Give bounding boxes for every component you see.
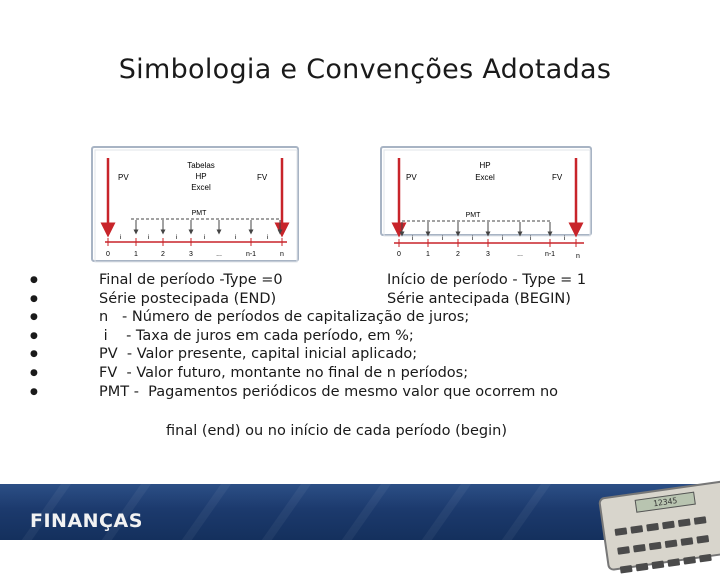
header-line-2: Excel (475, 173, 495, 182)
pmt-label: PMT (191, 210, 207, 217)
svg-text:0: 0 (106, 251, 110, 258)
svg-text:i: i (267, 234, 269, 241)
list-item: ● PV - Valor presente, capital inicial aplicado; (30, 346, 418, 363)
svg-text:i: i (148, 234, 150, 241)
cash-flow-diagram-begin (380, 146, 594, 264)
list-item: ● Final de período -Type =0 Início de período - Type = 1 (30, 272, 587, 288)
list-item-continuation: final (end) ou no início de cada período (begin) (166, 423, 507, 439)
list-item: ● n - Número de períodos de capitalização de juros; (30, 309, 470, 326)
svg-text:n-1: n-1 (544, 251, 556, 258)
timeline-labels (397, 251, 580, 260)
header-line-1: Tabelas (187, 161, 215, 170)
pv-label: PV (406, 173, 417, 182)
definitions-list (30, 271, 680, 401)
svg-text:1: 1 (134, 251, 138, 258)
svg-text:2: 2 (456, 251, 460, 258)
svg-text:i: i (412, 235, 414, 242)
svg-text:...: ... (517, 251, 523, 258)
slide-title: Simbologia e Convenções Adotadas (118, 54, 612, 85)
bullet: ● (30, 349, 38, 360)
svg-text:3: 3 (486, 251, 490, 258)
header-line-2: HP (195, 172, 207, 181)
bullet: ● (30, 312, 38, 323)
list-item: ● i - Taxa de juros em cada período, em %; (30, 327, 414, 344)
svg-text:i: i (472, 235, 474, 242)
list-item: ● PMT - Pagamentos periódicos de mesmo valor que ocorrem no (30, 383, 559, 400)
bullet: ● (30, 293, 38, 304)
svg-text:i: i (442, 235, 444, 242)
svg-text:1: 1 (426, 251, 430, 258)
calculator-display: 12345 (635, 492, 696, 513)
header-line-3: Excel (191, 183, 211, 192)
svg-text:...: ... (216, 251, 222, 258)
svg-text:3: 3 (189, 251, 193, 258)
svg-text:n: n (576, 253, 580, 260)
fv-label: FV (552, 173, 563, 182)
list-item: ● FV - Valor futuro, montante no final de n períodos; (30, 364, 469, 381)
svg-text:i: i (120, 234, 122, 241)
header-line-1: HP (479, 161, 491, 170)
svg-text:i: i (204, 234, 206, 241)
bullet: ● (30, 386, 38, 397)
pmt-label: PMT (465, 212, 481, 219)
svg-text:n: n (280, 251, 284, 258)
svg-text:i: i (564, 235, 566, 242)
pv-label: PV (118, 173, 129, 182)
bullet: ● (30, 367, 38, 378)
list-item: ● Série postecipada (END) Série antecipada (BEGIN) (30, 290, 571, 307)
svg-text:2: 2 (161, 251, 165, 258)
fv-label: FV (257, 173, 268, 182)
financas-logo: FINANÇAS (30, 510, 143, 532)
cash-flow-diagram-end (91, 146, 301, 264)
svg-text:n-1: n-1 (245, 251, 257, 258)
bullet: ● (30, 330, 38, 341)
bullet: ● (30, 275, 38, 285)
svg-text:0: 0 (397, 251, 401, 258)
svg-text:i: i (530, 235, 532, 242)
svg-text:i: i (176, 234, 178, 241)
svg-text:i: i (235, 234, 237, 241)
svg-text:i: i (502, 235, 504, 242)
